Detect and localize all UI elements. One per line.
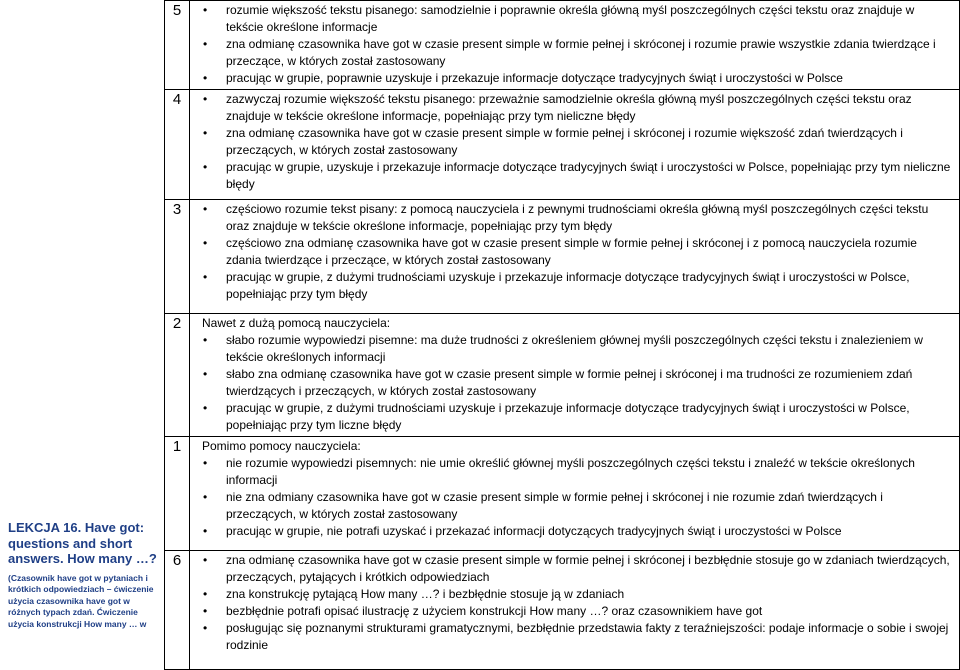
grade-criteria — [190, 1, 960, 90]
grade-criteria — [190, 437, 960, 551]
criteria-item — [202, 91, 953, 125]
criteria-item — [202, 159, 953, 193]
grade-row-5 — [165, 1, 960, 90]
criteria-item — [202, 366, 953, 400]
criteria-text: pracując w grupie, poprawnie uzyskuje i przekazuje informacje dotyczące tradycyjnych świąt i uroczystości w Polsce — [226, 71, 843, 85]
bullet-icon: • — [203, 270, 208, 284]
grade-intro: Nawet z dużą pomocą nauczyciela: — [202, 316, 391, 330]
grade-row-2 — [165, 314, 960, 437]
criteria-list — [202, 332, 953, 434]
criteria-text: pracując w grupie, z dużymi trudnościami uzyskuje i przekazuje informacje dotyczące tradycyjnych świąt i uroczystości w Polsce, popełniając przy tym błędy — [226, 270, 910, 301]
criteria-text: rozumie większość tekstu pisanego: samodzielnie i poprawnie określa główną myśl poszczególnych części tekstu oraz znajduje w tekście określone informacje — [226, 3, 915, 34]
criteria-text: zna odmianę czasownika have got w czasie present simple w formie pełnej i skróconej i rozumie większość zdań twierdzących i przeczących, w których został zastosowany — [226, 126, 903, 157]
criteria-list — [202, 201, 953, 303]
criteria-item — [202, 70, 953, 87]
bullet-icon: • — [203, 621, 208, 635]
criteria-text: słabo rozumie wypowiedzi pisemne: ma duże trudności z określeniem głównej myśli poszczególnych części tekstu i znalezieniem w tekście określonych informacji — [226, 333, 923, 364]
bullet-icon: • — [203, 333, 208, 347]
criteria-item — [202, 332, 953, 366]
criteria-text: słabo zna odmianę czasownika have got w czasie present simple w formie pełnej i skróconej i ma trudności ze rozumieniem zdań twierdzących i przeczących, w których został zastosowany — [226, 367, 913, 398]
criteria-item — [202, 201, 953, 235]
criteria-text: zna konstrukcję pytającą How many …? i bezbłędnie stosuje ją w zdaniach — [226, 587, 625, 601]
lesson-heading — [8, 520, 162, 630]
bullet-icon: • — [203, 71, 208, 85]
criteria-item — [202, 489, 953, 523]
criteria-text: pracując w grupie, nie potrafi uzyskać i przekazać informacji dotyczących tradycyjnych świąt i uroczystości w Polsce — [226, 524, 842, 538]
criteria-item — [202, 552, 953, 586]
grade-number: 1 — [165, 437, 190, 551]
grade-criteria — [190, 314, 960, 437]
criteria-text: bezbłędnie potrafi opisać ilustrację z użyciem konstrukcji How many …? oraz czasownikiem have got — [226, 604, 763, 618]
criteria-item — [202, 235, 953, 269]
bullet-icon: • — [203, 553, 208, 567]
grade-row-4 — [165, 90, 960, 200]
grade-number: 5 — [165, 1, 190, 90]
criteria-text: pracując w grupie, z dużymi trudnościami uzyskuje i przekazuje informacje dotyczące tradycyjnych świąt i uroczystości w Polsce, popełniając przy tym liczne błędy — [226, 401, 910, 432]
grade-number: 6 — [165, 551, 190, 670]
bullet-icon: • — [203, 92, 208, 106]
bullet-icon: • — [203, 367, 208, 381]
criteria-item — [202, 36, 953, 70]
criteria-text: nie rozumie wypowiedzi pisemnych: nie umie określić głównej myśli poszczególnych części tekstu i znaleźć w tekście określonych informacji — [226, 456, 915, 487]
bullet-icon: • — [203, 202, 208, 216]
bullet-icon: • — [203, 524, 208, 538]
bullet-icon: • — [203, 401, 208, 415]
criteria-text: zazwyczaj rozumie większość tekstu pisanego: przeważnie samodzielnie określa główną myśl poszczególnych części tekstu oraz znajduje w tekście określone informacje, popełniając przy tym nieliczne błędy — [226, 92, 912, 123]
criteria-item — [202, 125, 953, 159]
grade-number: 3 — [165, 200, 190, 314]
lesson-subtitle: (Czasownik have got w pytaniach i krótkich odpowiedziach – ćwiczenie użycia czasownika have got w różnych typach zdań. Ćwiczenie użycia konstrukcji How many … w — [8, 572, 154, 629]
criteria-list — [202, 455, 953, 540]
grade-row-3 — [165, 200, 960, 314]
criteria-text: częściowo zna odmianę czasownika have got w czasie present simple w formie pełnej i skróconej i z pomocą nauczyciela rozumie zdania twierdzące i przeczące, w których został zastosowany — [226, 236, 917, 267]
criteria-item — [202, 620, 953, 654]
criteria-text: nie zna odmiany czasownika have got w czasie present simple w formie pełnej i skróconej i nie rozumie zdań twierdzących i przeczących, w których został zastosowany — [226, 490, 883, 521]
lesson-title: LEKCJA 16. Have got: questions and short answers. How many …? — [8, 520, 157, 566]
criteria-text: posługując się poznanymi strukturami gramatycznymi, bezbłędnie przedstawia fakty z teraźniejszości: podaje informacje o sobie i swojej rodzinie — [226, 621, 949, 652]
criteria-list — [202, 91, 953, 193]
bullet-icon: • — [203, 490, 208, 504]
bullet-icon: • — [203, 236, 208, 250]
criteria-item — [202, 400, 953, 434]
criteria-text: zna odmianę czasownika have got w czasie present simple w formie pełnej i skróconej i bezbłędnie stosuje go w zdaniach twierdzących, przeczących, pytających i krótkich odpowiedziach — [226, 553, 950, 584]
grade-number: 2 — [165, 314, 190, 437]
criteria-item — [202, 2, 953, 36]
grading-criteria-table — [164, 0, 960, 670]
criteria-text: pracując w grupie, uzyskuje i przekazuje informacje dotyczące tradycyjnych świąt i uroczystości w Polsce, popełniając przy tym nieliczne błędy — [226, 160, 951, 191]
criteria-item — [202, 523, 953, 540]
bullet-icon: • — [203, 456, 208, 470]
grade-criteria — [190, 90, 960, 200]
grade-criteria — [190, 200, 960, 314]
bullet-icon: • — [203, 160, 208, 174]
criteria-item — [202, 586, 953, 603]
bullet-icon: • — [203, 604, 208, 618]
grade-number: 4 — [165, 90, 190, 200]
criteria-text: częściowo rozumie tekst pisany: z pomocą nauczyciela i z pewnymi trudnościami określa główną myśl poszczególnych części tekstu oraz znajduje w tekście określone informacje, popełniając przy tym błędy — [226, 202, 929, 233]
bullet-icon: • — [203, 126, 208, 140]
bullet-icon: • — [203, 3, 208, 17]
criteria-list — [202, 2, 953, 87]
grade-intro: Pomimo pomocy nauczyciela: — [202, 439, 361, 453]
criteria-item — [202, 603, 953, 620]
criteria-list — [202, 552, 953, 654]
grade-row-1 — [165, 437, 960, 551]
lesson-sidebar — [0, 0, 163, 652]
criteria-item — [202, 269, 953, 303]
criteria-text: zna odmianę czasownika have got w czasie present simple w formie pełnej i skróconej i rozumie prawie wszystkie zdania twierdzące i przeczące, w których został zastosowany — [226, 37, 936, 68]
bullet-icon: • — [203, 37, 208, 51]
bullet-icon: • — [203, 587, 208, 601]
criteria-item — [202, 455, 953, 489]
